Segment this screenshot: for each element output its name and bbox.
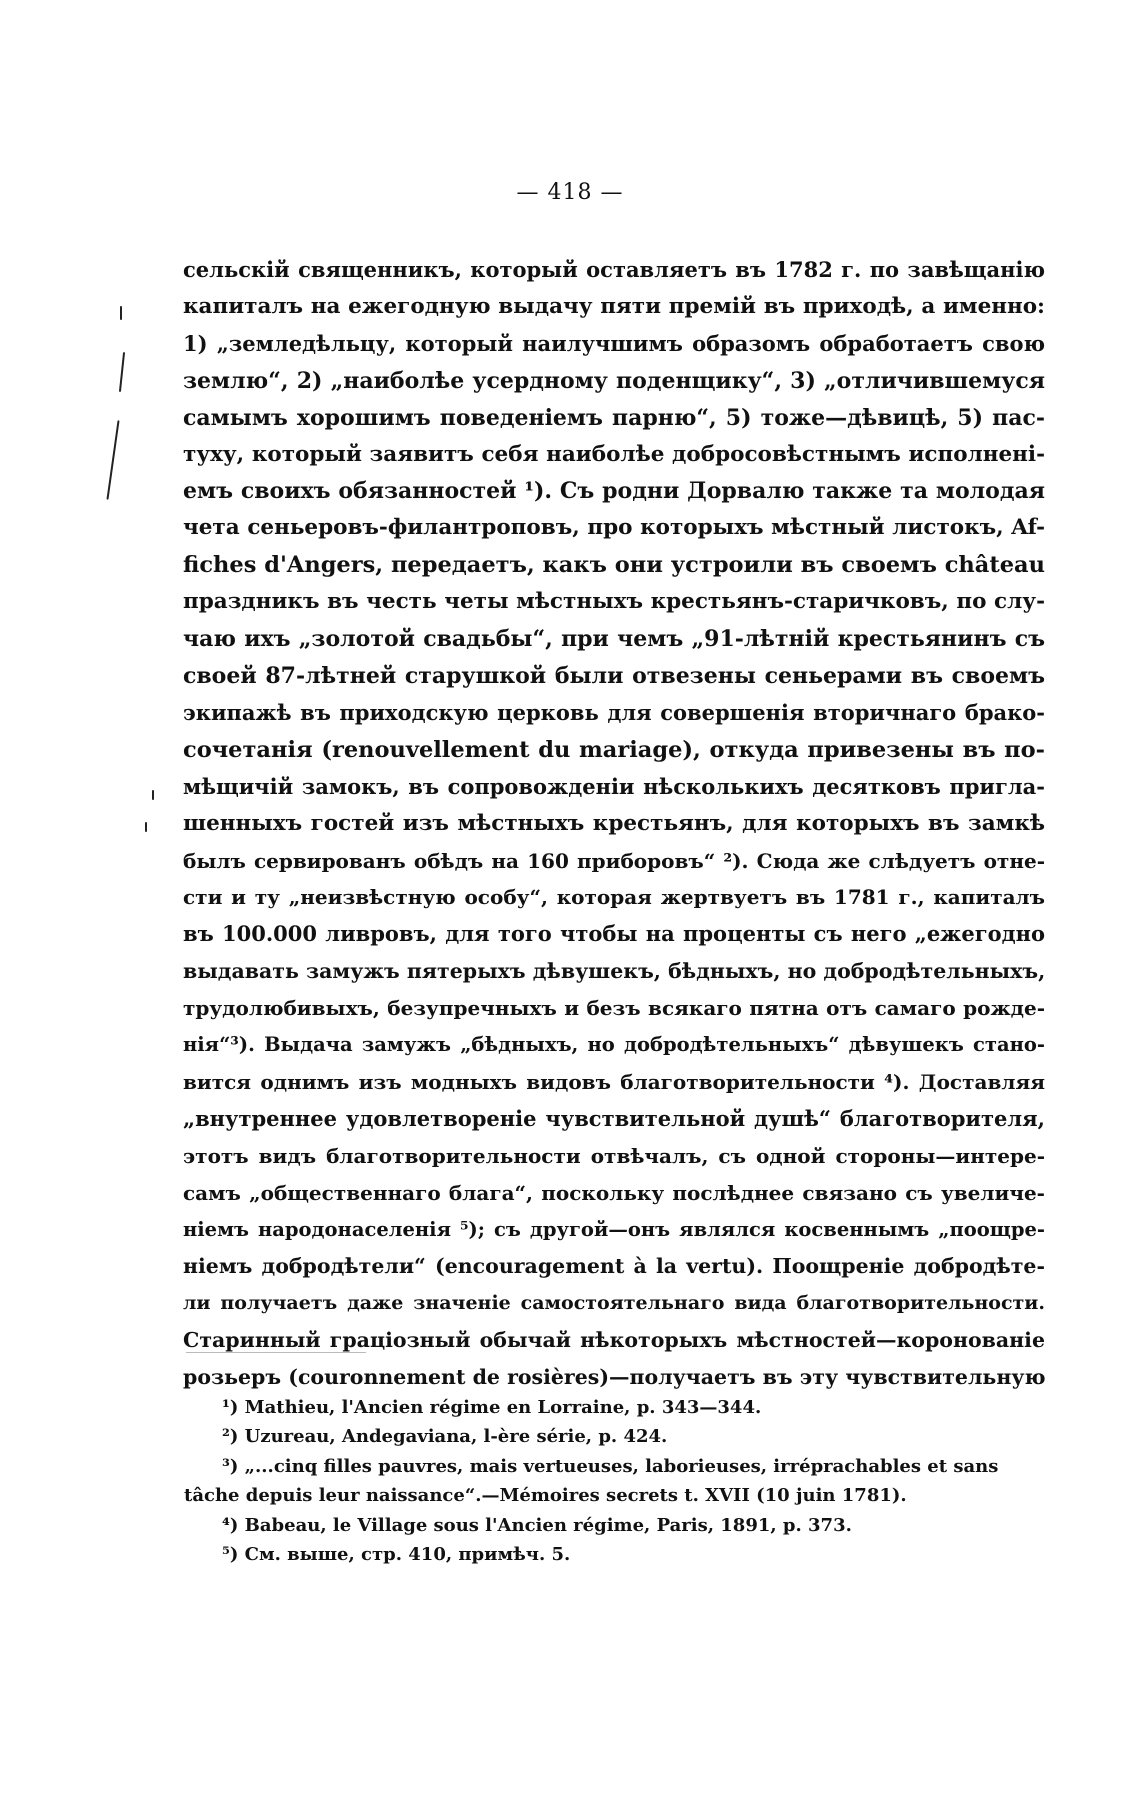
text-line: самымъ хорошимъ поведеніемъ парню“, 5) тоже—дѣвицѣ, 5) пас- <box>183 404 1045 431</box>
text-line: въ 100.000 ливровъ, для того чтобы на проценты съ него „ежегодно <box>183 921 1045 947</box>
text-line: капиталъ на ежегодную выдачу пяти премій въ приходѣ, а именно: <box>183 293 1045 319</box>
body-text <box>183 252 1045 1396</box>
margin-pencil-mark <box>152 790 154 800</box>
text-line: „внутреннее удовлетвореніе чувствительной душѣ“ благотворителя, <box>183 1105 1045 1131</box>
text-line: нія“³). Выдача замужъ „бѣдныхъ, но добродѣтельныхъ“ дѣвушекъ стано- <box>183 1033 1045 1057</box>
margin-pencil-mark <box>145 822 147 832</box>
footnote-5: ⁵) См. выше, стр. 410, примѣч. 5. <box>222 1544 571 1566</box>
text-line: экипажѣ въ приходскую церковь для совершенія вторичнаго брако- <box>183 699 1045 725</box>
footnote-3: ³) „...cinq filles pauvres, mais vertueuses, laborieuses, irréprachables et sans <box>222 1455 999 1477</box>
page-number: — 418 — <box>516 180 624 205</box>
footnote-divider <box>186 1352 366 1353</box>
text-line: выдавать замужъ пятерыхъ дѣвушекъ, бѣдныхъ, но добродѣтельныхъ, <box>183 959 1046 984</box>
text-line: чаю ихъ „золотой свадьбы“, при чемъ „91-лѣтній крестьянинъ съ <box>183 626 1045 653</box>
footnote-2: ²) Uzureau, Andegaviana, l-ère série, p. 424. <box>222 1426 668 1448</box>
text-line: землю“, 2) „наиболѣе усердному поденщику“, 3) „отличившемуся <box>183 367 1045 394</box>
text-line: самъ „общественнаго блага“, поскольку послѣднее связано съ увеличе- <box>183 1180 1045 1205</box>
text-line: былъ сервированъ обѣдъ на 160 приборовъ“ ²). Сюда же слѣдуетъ отне- <box>183 848 1045 873</box>
margin-pencil-mark <box>106 420 119 499</box>
text-line: fiches d'Angers, передаетъ, какъ они устроили въ своемъ château <box>183 552 1045 579</box>
text-line: сти и ту „неизвѣстную особу“, которая жертвуетъ въ 1781 г., капиталъ <box>183 885 1045 910</box>
margin-pencil-mark <box>120 306 122 320</box>
text-line: ли получаетъ даже значеніе самостоятельнаго вида благотворительности. <box>183 1292 1045 1315</box>
text-line: туху, который заявитъ себя наиболѣе добросовѣстнымъ исполнені- <box>183 441 1045 467</box>
text-line: розьеръ (couronnement de rosières)—получаетъ въ эту чувствительную <box>183 1365 1046 1390</box>
text-line: ніемъ народонаселенія ⁵); съ другой—онъ являлся косвеннымъ „поощре- <box>183 1217 1045 1241</box>
footnote-3-continued: tâche depuis leur naissance“.—Mémoires secrets t. XVII (10 juin 1781). <box>184 1485 907 1507</box>
text-line: чета сеньеровъ-филантроповъ, про которыхъ мѣстный листокъ, Af- <box>183 515 1045 541</box>
footnotes <box>184 1393 1048 1569</box>
margin-pencil-mark <box>119 352 125 392</box>
text-line: мѣщичій замокъ, въ сопровожденіи нѣсколькихъ десятковъ пригла- <box>183 773 1045 799</box>
text-line: сельскій священникъ, который оставляетъ въ 1782 г. по завѣщанію <box>183 257 1045 282</box>
text-line: вится однимъ изъ модныхъ видовъ благотворительности ⁴). Доставляя <box>183 1069 1045 1094</box>
text-line: праздникъ въ честь четы мѣстныхъ крестьянъ-старичковъ, по слу- <box>183 589 1045 615</box>
text-line: ніемъ добродѣтели“ (encouragement à la vertu). Поощреніе добродѣте- <box>183 1254 1045 1279</box>
text-line: трудолюбивыхъ, безупречныхъ и безъ всякаго пятна отъ самаго рожде- <box>183 996 1045 1021</box>
text-line: своей 87-лѣтней старушкой были отвезены сеньерами въ своемъ <box>183 662 1045 689</box>
text-line: емъ своихъ обязанностей ¹). Съ родни Дорвалю также та молодая <box>183 478 1045 505</box>
text-line: Старинный граціозный обычай нѣкоторыхъ мѣстностей—коронованіе <box>183 1328 1045 1353</box>
text-line: 1) „земледѣльцу, который наилучшимъ образомъ обработаетъ свою <box>183 330 1045 356</box>
text-line: этотъ видъ благотворительности отвѣчалъ, съ одной стороны—интере- <box>183 1143 1045 1168</box>
footnote-1: ¹) Mathieu, l'Ancien régime en Lorraine, p. 343—344. <box>222 1397 762 1418</box>
footnote-4: ⁴) Babeau, le Village sous l'Ancien régime, Paris, 1891, p. 373. <box>222 1514 852 1536</box>
text-line: сочетанія (renouvellement du mariage), откуда привезены въ по- <box>183 736 1045 763</box>
text-line: шенныхъ гостей изъ мѣстныхъ крестьянъ, для которыхъ въ замкѣ <box>183 810 1045 836</box>
